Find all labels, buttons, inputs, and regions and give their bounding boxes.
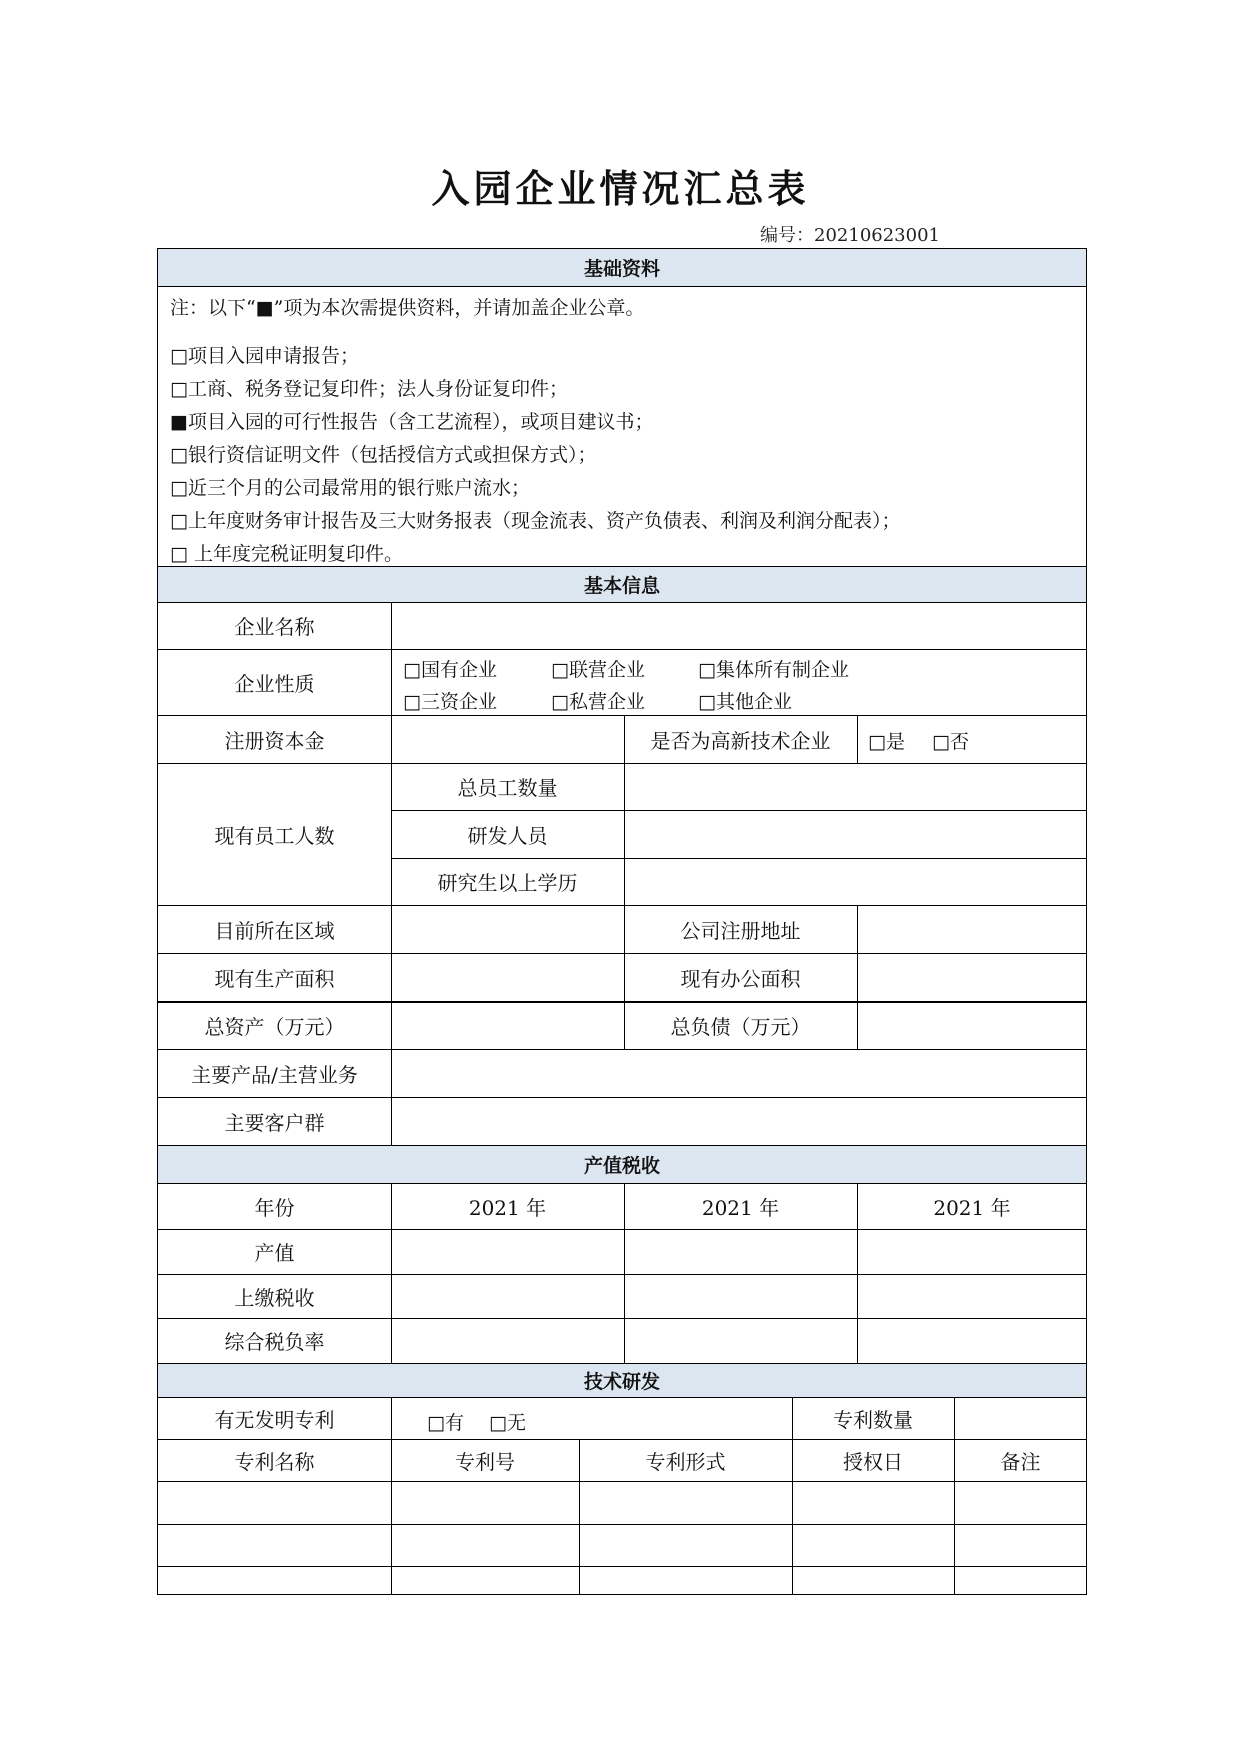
rule — [954, 1397, 955, 1595]
label-main-products: 主要产品/主营业务 — [191, 1062, 358, 1087]
patent-column-header: 授权日 — [843, 1449, 903, 1474]
label-total-employees: 总员工数量 — [457, 776, 558, 800]
section-header-output-tax: 产值税收 — [158, 1145, 1086, 1183]
company-type-option[interactable]: □联营企业 — [551, 659, 645, 681]
label-office-area: 现有办公面积 — [680, 966, 801, 991]
label-output-value: 产值 — [254, 1241, 295, 1265]
material-item: □ 上年度完税证明复印件。 — [170, 543, 403, 565]
label-production-area: 现有生产面积 — [214, 966, 335, 991]
rule — [157, 566, 1087, 567]
patent-option-yes[interactable]: □有 — [427, 1412, 464, 1434]
high-tech-option-yes[interactable]: □是 — [868, 731, 905, 753]
input-registered-capital[interactable] — [392, 716, 624, 763]
rule — [157, 1363, 1087, 1364]
high-tech-option-no[interactable]: □否 — [932, 731, 969, 753]
material-item: □工商、税务登记复印件；法人身份证复印件； — [170, 378, 568, 400]
label-rd-staff: 研发人员 — [467, 823, 548, 848]
year-column-header: 2021 年 — [701, 1195, 780, 1220]
rule — [857, 905, 858, 1049]
material-item: □上年度财务审计报告及三大财务报表（现金流表、资产负债表、利润及利润分配表）； — [170, 510, 901, 532]
rule — [157, 1566, 1087, 1567]
patent-column-header: 专利号 — [455, 1449, 515, 1474]
input-company-name[interactable] — [392, 603, 1086, 649]
rule — [391, 1397, 392, 1595]
patent-column-header: 专利形式 — [645, 1449, 726, 1474]
materials-note: 注：以下“■”项为本次需提供资料，并请加盖企业公章。 — [170, 297, 645, 319]
section-header-basic-materials: 基础资料 — [158, 249, 1086, 286]
material-item: □项目入园申请报告； — [170, 345, 359, 367]
company-type-option[interactable]: □其他企业 — [698, 691, 792, 713]
material-item: ■项目入园的可行性报告（含工艺流程），或项目建议书； — [170, 411, 654, 433]
patent-option-no[interactable]: □无 — [489, 1412, 526, 1434]
label-main-customers: 主要客户群 — [224, 1110, 325, 1135]
label-is-high-tech: 是否为高新技术企业 — [650, 728, 831, 753]
label-tax-rate: 综合税负率 — [224, 1330, 325, 1354]
label-total-liabilities: 总负债（万元） — [670, 1014, 811, 1039]
rule — [157, 1481, 1087, 1482]
company-type-option[interactable]: □集体所有制企业 — [698, 659, 849, 681]
label-year: 年份 — [254, 1195, 295, 1220]
rule — [157, 1145, 1087, 1146]
company-type-option[interactable]: □三资企业 — [403, 691, 497, 713]
label-tax-paid: 上缴税收 — [234, 1285, 315, 1310]
label-company-name: 企业名称 — [234, 615, 315, 639]
company-type-option[interactable]: □国有企业 — [403, 659, 497, 681]
rule — [157, 286, 1087, 287]
label-registered-address: 公司注册地址 — [680, 918, 801, 943]
year-column-header: 2021 年 — [468, 1195, 547, 1220]
label-current-region: 目前所在区域 — [214, 918, 335, 943]
label-total-assets: 总资产（万元） — [204, 1014, 345, 1039]
label-has-patent: 有无发明专利 — [214, 1407, 335, 1432]
company-type-option[interactable]: □私营企业 — [551, 691, 645, 713]
label-registered-capital: 注册资本金 — [224, 728, 325, 753]
section-header-basic-info: 基本信息 — [158, 566, 1086, 602]
section-header-tech-rd: 技术研发 — [158, 1363, 1086, 1397]
material-item: □近三个月的公司最常用的银行账户流水； — [170, 477, 530, 499]
label-employees: 现有员工人数 — [214, 823, 335, 848]
label-patent-count: 专利数量 — [833, 1407, 913, 1432]
rule — [857, 715, 858, 763]
label-postgrad-staff: 研究生以上学历 — [437, 871, 578, 895]
patent-column-header: 备注 — [1000, 1449, 1041, 1474]
year-column-header: 2021 年 — [933, 1195, 1011, 1220]
label-company-type: 企业性质 — [234, 671, 315, 696]
document-number: 编号：20210623001 — [760, 225, 940, 246]
rule — [624, 763, 625, 905]
material-item: □银行资信证明文件（包括授信方式或担保方式）； — [170, 444, 597, 466]
rule — [157, 1524, 1087, 1525]
document-title: 入园企业情况汇总表 — [431, 167, 810, 211]
patent-column-header: 专利名称 — [234, 1449, 315, 1474]
